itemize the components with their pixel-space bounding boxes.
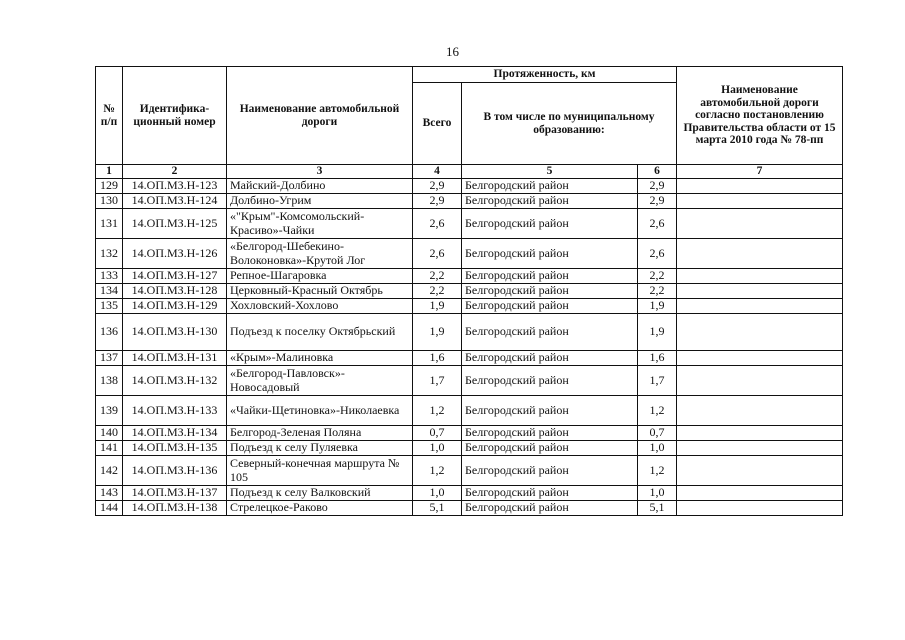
municipality-length: 2,9 [638,194,677,209]
row-number: 135 [96,299,123,314]
table-row [96,456,843,486]
municipality-length: 1,0 [638,486,677,501]
road-id: 14.ОП.МЗ.Н-132 [123,366,227,396]
municipality: Белгородский район [462,486,638,501]
municipality: Белгородский район [462,239,638,269]
road-length-total: 1,7 [413,366,462,396]
municipality-length: 1,6 [638,351,677,366]
decree-name [677,456,843,486]
column-number: 2 [123,165,227,179]
road-length-total: 1,9 [413,314,462,351]
road-name: Долбино-Угрим [227,194,413,209]
road-name: Церковный-Красный Октябрь [227,284,413,299]
row-number: 133 [96,269,123,284]
decree-name [677,441,843,456]
table-row [96,501,843,516]
row-number: 139 [96,396,123,426]
decree-name [677,314,843,351]
row-number: 134 [96,284,123,299]
column-number: 1 [96,165,123,179]
municipality: Белгородский район [462,441,638,456]
road-length-total: 0,7 [413,426,462,441]
header-num: № п/п [96,67,123,165]
header-length-group: Протяженность, км [413,67,677,83]
road-id: 14.ОП.МЗ.Н-127 [123,269,227,284]
road-id: 14.ОП.МЗ.Н-128 [123,284,227,299]
table-row [96,239,843,269]
header-name: Наименование автомобильной дороги [227,67,413,165]
road-id: 14.ОП.МЗ.Н-131 [123,351,227,366]
decree-name [677,426,843,441]
page-number: 16 [446,44,459,59]
road-name: Репное-Шагаровка [227,269,413,284]
municipality: Белгородский район [462,179,638,194]
table-row [96,366,843,396]
road-name: Северный-конечная маршрута № 105 [227,456,413,486]
column-number: 5 [462,165,638,179]
road-length-total: 2,9 [413,179,462,194]
table-row [96,351,843,366]
row-number: 137 [96,351,123,366]
decree-name [677,269,843,284]
road-name: «Чайки-Щетиновка»-Николаевка [227,396,413,426]
municipality-length: 2,9 [638,179,677,194]
column-number: 6 [638,165,677,179]
row-number: 138 [96,366,123,396]
road-length-total: 2,9 [413,194,462,209]
table-row [96,284,843,299]
decree-name [677,366,843,396]
roads-table [95,66,843,516]
row-number: 130 [96,194,123,209]
row-number: 140 [96,426,123,441]
row-number: 141 [96,441,123,456]
municipality-length: 2,6 [638,209,677,239]
column-number: 7 [677,165,843,179]
row-number: 136 [96,314,123,351]
municipality: Белгородский район [462,194,638,209]
decree-name [677,179,843,194]
road-length-total: 2,2 [413,284,462,299]
municipality: Белгородский район [462,456,638,486]
municipality: Белгородский район [462,209,638,239]
road-length-total: 1,2 [413,456,462,486]
table-row [96,314,843,351]
road-length-total: 1,0 [413,441,462,456]
road-length-total: 2,6 [413,239,462,269]
road-name: «"Крым"-Комсомольский-Красиво»-Чайки [227,209,413,239]
header-decree: Наименование автомобильной дороги согласно постановлению Правительства области от 15 марта 2010 года № 78-пп [677,67,843,165]
decree-name [677,351,843,366]
road-id: 14.ОП.МЗ.Н-123 [123,179,227,194]
road-length-total: 1,6 [413,351,462,366]
road-name: «Белгород-Шебекино-Волоконовка»-Крутой Лог [227,239,413,269]
road-length-total: 1,0 [413,486,462,501]
road-id: 14.ОП.МЗ.Н-130 [123,314,227,351]
road-id: 14.ОП.МЗ.Н-129 [123,299,227,314]
road-id: 14.ОП.МЗ.Н-135 [123,441,227,456]
municipality: Белгородский район [462,351,638,366]
road-name: Стрелецкое-Раково [227,501,413,516]
municipality-length: 1,9 [638,314,677,351]
municipality-length: 1,7 [638,366,677,396]
row-number: 132 [96,239,123,269]
decree-name [677,486,843,501]
table-row [96,486,843,501]
row-number: 144 [96,501,123,516]
municipality-length: 1,2 [638,456,677,486]
decree-name [677,209,843,239]
municipality-length: 1,2 [638,396,677,426]
row-number: 142 [96,456,123,486]
decree-name [677,194,843,209]
road-id: 14.ОП.МЗ.Н-126 [123,239,227,269]
municipality: Белгородский район [462,426,638,441]
municipality-length: 2,2 [638,284,677,299]
road-name: Белгород-Зеленая Поляна [227,426,413,441]
column-number: 3 [227,165,413,179]
municipality: Белгородский район [462,299,638,314]
municipality: Белгородский район [462,366,638,396]
road-id: 14.ОП.МЗ.Н-124 [123,194,227,209]
road-name: Подъезд к селу Пуляевка [227,441,413,456]
municipality: Белгородский район [462,269,638,284]
decree-name [677,299,843,314]
header-id: Идентифика-ционный номер [123,67,227,165]
municipality: Белгородский район [462,396,638,426]
road-id: 14.ОП.МЗ.Н-138 [123,501,227,516]
municipality-length: 1,0 [638,441,677,456]
road-name: Подъезд к селу Валковский [227,486,413,501]
decree-name [677,396,843,426]
header-including: В том числе по муниципальному образованию: [462,83,677,165]
road-id: 14.ОП.МЗ.Н-137 [123,486,227,501]
road-id: 14.ОП.МЗ.Н-125 [123,209,227,239]
table-row [96,194,843,209]
decree-name [677,239,843,269]
row-number: 143 [96,486,123,501]
road-id: 14.ОП.МЗ.Н-134 [123,426,227,441]
row-number: 131 [96,209,123,239]
road-name: «Белгород-Павловск»-Новосадовый [227,366,413,396]
municipality: Белгородский район [462,501,638,516]
column-number: 4 [413,165,462,179]
municipality-length: 5,1 [638,501,677,516]
table-row [96,426,843,441]
table-row [96,209,843,239]
road-name: Подъезд к поселку Октябрьский [227,314,413,351]
road-length-total: 1,2 [413,396,462,426]
road-length-total: 2,6 [413,209,462,239]
decree-name [677,501,843,516]
municipality-length: 2,6 [638,239,677,269]
road-length-total: 1,9 [413,299,462,314]
municipality-length: 2,2 [638,269,677,284]
road-id: 14.ОП.МЗ.Н-133 [123,396,227,426]
municipality: Белгородский район [462,314,638,351]
road-id: 14.ОП.МЗ.Н-136 [123,456,227,486]
road-length-total: 2,2 [413,269,462,284]
table-row [96,269,843,284]
header-total: Всего [413,83,462,165]
road-length-total: 5,1 [413,501,462,516]
municipality: Белгородский район [462,284,638,299]
decree-name [677,284,843,299]
table-row [96,299,843,314]
road-name: Хохловский-Хохлово [227,299,413,314]
municipality-length: 0,7 [638,426,677,441]
table-row [96,396,843,426]
table-row [96,179,843,194]
municipality-length: 1,9 [638,299,677,314]
road-name: Майский-Долбино [227,179,413,194]
row-number: 129 [96,179,123,194]
road-name: «Крым»-Малиновка [227,351,413,366]
table-row [96,441,843,456]
